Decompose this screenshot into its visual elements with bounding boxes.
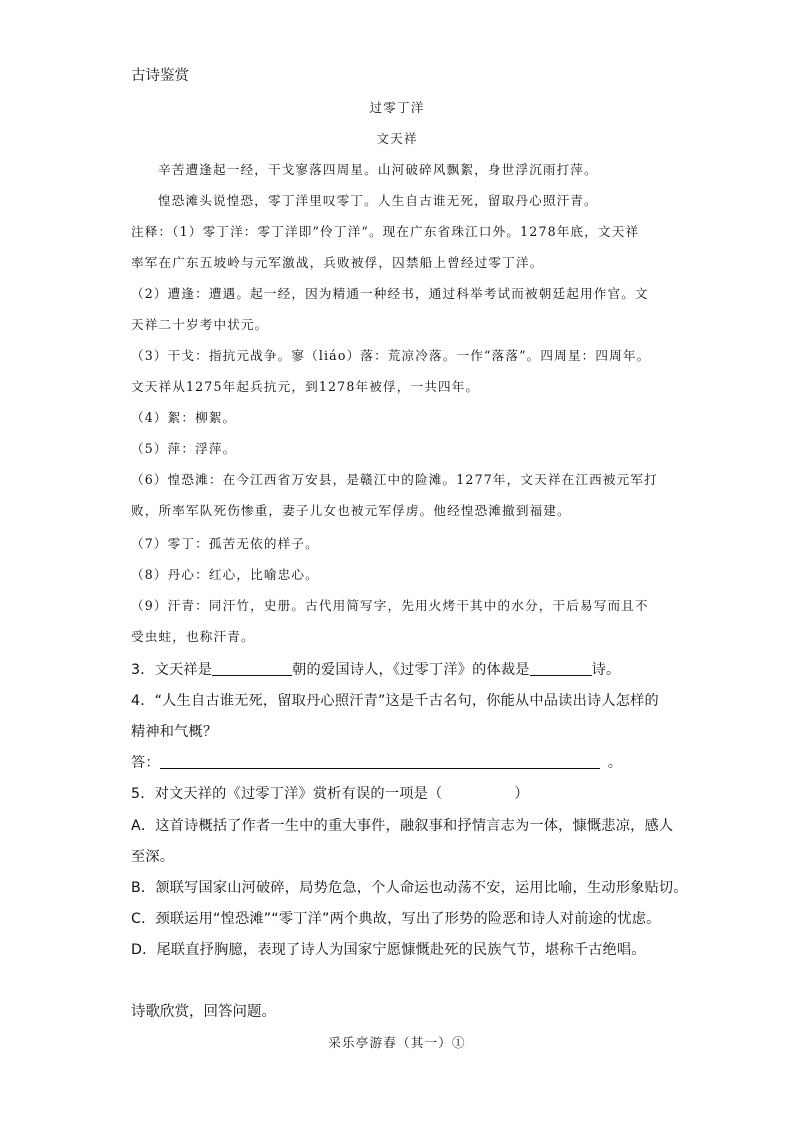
note-line: 文天祥从1275年起兵抗元，到1278年被俘，一共四年。 <box>131 379 480 394</box>
note-line: 败，所率军队死伤惨重，妻子儿女也被元军俘虏。他经惶恐滩撤到福建。 <box>131 503 571 518</box>
answer-end-mark: 。 <box>607 755 623 771</box>
note-line: （7）零丁：孤苦无依的样子。 <box>131 536 319 551</box>
q3-blank-genre[interactable] <box>530 661 592 676</box>
poem-title: 过零丁洋 <box>369 100 425 115</box>
question-4-line-1: 4．“人生自古谁无死，留取丹心照汗青”这是千古名句，你能从中品读出诗人怎样的 <box>131 693 659 709</box>
note-line: （4）絮：柳絮。 <box>131 410 237 425</box>
q5-stem-close: ） <box>514 786 529 802</box>
question-4-answer <box>131 753 622 773</box>
q3-text-3: 诗。 <box>591 662 621 678</box>
option-c: C．颈联运用“惶恐滩”“零丁洋”两个典故，写出了形势的险恶和诗人对前途的忧虑。 <box>131 911 661 927</box>
option-a-line-2: 至深。 <box>131 849 175 865</box>
note-line: （9）汗青：同汗竹，史册。古代用简写字，先用火烤干其中的水分，干后易写而且不 <box>131 598 649 613</box>
note-line: （2）遭逢：遭遇。起一经，因为精通一种经书，通过科举考试而被朝廷起用作官。文 <box>131 286 649 301</box>
note-line: （5）萍：浮萍。 <box>131 441 237 456</box>
q5-stem-text: 5．对文天祥的《过零丁洋》赏析有误的一项是（ <box>131 786 443 802</box>
note-line: 天祥二十岁考中状元。 <box>131 317 269 332</box>
note-line: （3）干戈：指抗元战争。寥（liáo）落：荒凉冷落。一作“落落”。四周星：四周年。 <box>131 348 651 363</box>
note-line: （6）惶恐滩：在今江西省万安县，是赣江中的险滩。1277年，文天祥在江西被元军打 <box>131 472 658 487</box>
poem-line-2: 惶恐滩头说惶恐，零丁洋里叹零丁。人生自古谁无死，留取丹心照汗青。 <box>158 193 598 208</box>
question-3 <box>131 660 620 680</box>
option-d: D．尾联直抒胸臆，表现了诗人为国家宁愿慷慨赴死的民族气节，堪称千古绝唱。 <box>131 942 646 958</box>
section-title: 古诗鉴赏 <box>131 68 189 84</box>
next-section-prompt: 诗歌欣赏，回答问题。 <box>131 1004 276 1020</box>
note-line: 受虫蛀，也称汗青。 <box>131 629 255 644</box>
note-line: （8）丹心：红心，比喻忠心。 <box>131 567 319 582</box>
option-b: B．颔联写国家山河破碎，局势危急，个人命运也动荡不安，运用比喻，生动形象贴切。 <box>131 880 688 896</box>
next-poem-title: 采乐亭游春（其一）① <box>328 1035 466 1050</box>
q3-text-1: 3．文天祥是 <box>131 662 213 678</box>
note-line: 注释：（1）零丁洋：零丁洋即”伶丁洋“。现在广东省珠江口外。1278年底，文天祥 <box>131 224 640 239</box>
poem-author: 文天祥 <box>376 131 418 146</box>
q4-answer-blank[interactable] <box>160 754 600 769</box>
option-a-line-1: A．这首诗概括了作者一生中的重大事件，融叙事和抒情言志为一体，慷慨悲凉，感人 <box>131 818 674 834</box>
question-4-line-2: 精神和气概？ <box>131 724 218 740</box>
question-5-stem <box>131 784 529 804</box>
q3-text-2: 朝的爱国诗人，《过零丁洋》的体裁是 <box>292 662 530 678</box>
answer-label: 答： <box>131 755 160 771</box>
note-line: 率军在广东五坡岭与元军激战，兵败被俘，囚禁船上曾经过零丁洋。 <box>131 255 544 270</box>
q3-blank-dynasty[interactable] <box>212 661 292 676</box>
poem-line-1: 辛苦遭逢起一经，干戈寥落四周星。山河破碎风飘絮，身世浮沉雨打萍。 <box>158 162 598 177</box>
